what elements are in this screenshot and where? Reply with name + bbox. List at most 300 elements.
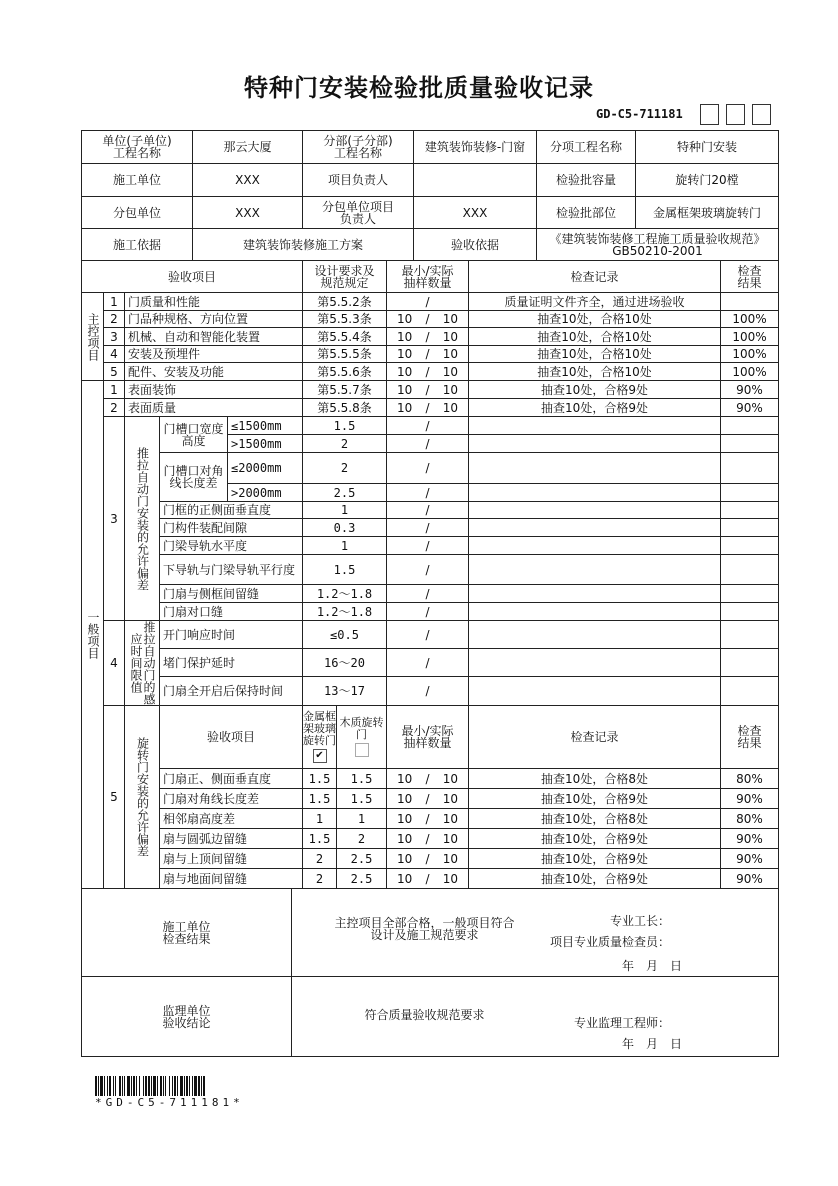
section3-sample-text: / (425, 503, 430, 517)
main-item-clause (302, 362, 387, 381)
construction-conclusion: 主控项目全部合格，一般项目符合 设计及施工规范要求 (334, 916, 515, 942)
basis-label-text: 施工依据 (112, 237, 161, 252)
section3-sample-text: / (425, 586, 430, 601)
section5-record-text: 抽查10处，合格8处 (541, 771, 648, 786)
groove-width-label-text: 门槽口宽度高度 (163, 421, 224, 448)
section3-sample[interactable] (386, 554, 469, 585)
contractor-value[interactable] (192, 163, 303, 197)
section3-condition-text: >2000mm (231, 485, 282, 500)
section4-sample[interactable] (386, 648, 469, 677)
section5-wood-value (336, 868, 387, 889)
main-item-result[interactable] (720, 327, 779, 346)
section3-value (302, 518, 387, 537)
section3-value-text: 2.5 (333, 485, 356, 500)
section5-sample[interactable] (386, 808, 469, 829)
sub-pm-value[interactable] (413, 196, 537, 229)
section3-result[interactable] (720, 554, 779, 585)
unit-label-text: 单位(子单位) 工程名称 (102, 134, 172, 160)
supervision-conclusion: 符合质量验收规范要求 (364, 1008, 485, 1022)
col-header-sample (386, 260, 469, 293)
section5-sample-actual: 10 (442, 771, 458, 786)
section5-wood-value (336, 808, 387, 829)
section5-wood-value-text: 1.5 (350, 771, 373, 786)
section3-sample[interactable] (386, 501, 469, 519)
general-item-clause-text: 第5.5.8条 (317, 400, 372, 415)
acceptance-basis-label-text: 验收依据 (450, 237, 499, 252)
acceptance-basis-value[interactable] (536, 228, 779, 261)
main-item-name (124, 310, 303, 328)
section5-record[interactable] (468, 788, 721, 809)
page-title: 特种门安装检验批质量验收记录 (244, 74, 594, 102)
basis-value[interactable] (192, 228, 414, 261)
section3-condition-text: ≤2000mm (231, 461, 282, 475)
section4-no (103, 620, 125, 706)
section3-sample-text: / (425, 538, 430, 553)
main-item-sample-min: 10 (397, 347, 413, 361)
unit-label (81, 130, 193, 164)
general-item-sample-actual: 10 (442, 400, 458, 415)
section3-condition (227, 416, 303, 435)
section5-wood-value (336, 788, 387, 809)
section3-value (302, 416, 387, 435)
main-item-sample-min: 10 (397, 312, 413, 326)
main-item-name (124, 327, 303, 346)
section5-result-text: 90% (736, 851, 763, 866)
section3-record[interactable] (468, 416, 721, 435)
section4-result[interactable] (720, 648, 779, 677)
main-item-name (124, 362, 303, 381)
main-item-name (124, 345, 303, 363)
section3-value-text: 1.5 (333, 562, 356, 577)
general-item-record[interactable] (468, 380, 721, 399)
section5-item-name-text: 扇与上顶间留缝 (163, 851, 248, 866)
capacity-label-text: 检验批容量 (555, 173, 616, 187)
section4-sample[interactable] (386, 620, 469, 649)
section5-sample[interactable] (386, 768, 469, 789)
section3-result[interactable] (720, 483, 779, 502)
main-item-record-text: 抽查10处，合格10处 (537, 364, 652, 379)
section5-metal-value (302, 848, 337, 869)
main-item-record[interactable] (468, 362, 721, 381)
main-item-record[interactable] (468, 327, 721, 346)
section5-header-item-text: 验收项目 (206, 730, 255, 744)
section3-item-name (159, 554, 303, 585)
main-item-result[interactable] (720, 362, 779, 381)
section5-result[interactable] (720, 868, 779, 889)
subitem-label-text: 分项工程名称 (549, 140, 622, 154)
section5-header-wood (336, 705, 387, 769)
location-value-text: 金属框架玻璃旋转门 (652, 205, 761, 220)
section5-label-text: 旋转门安装的允许偏差 (135, 737, 150, 857)
groove-diag-label-text: 门槽口对角线长度差 (163, 464, 224, 490)
code-box-3[interactable] (752, 104, 771, 125)
main-item-clause-text: 第5.5.6条 (317, 364, 372, 379)
section3-item-name-text: 门构件装配间隙 (163, 520, 248, 535)
section3-record[interactable] (468, 518, 721, 537)
inspector-signature-label: 项目专业质量检查员： (549, 935, 670, 949)
section3-result[interactable] (720, 602, 779, 621)
main-item-clause (302, 310, 387, 328)
section5-wood-value-text: 1 (357, 811, 366, 826)
section5-header-record-text: 检查记录 (570, 730, 619, 744)
section5-metal-value-text: 1.5 (308, 791, 331, 806)
section3-condition (227, 434, 303, 453)
section4-item-name-text: 堵门保护延时 (163, 655, 236, 670)
sub-pm-value-text: XXX (462, 205, 488, 220)
section5-sample-actual: 10 (442, 851, 458, 866)
section5-metal-value (302, 768, 337, 789)
main-item-name-text: 配件、安装及功能 (128, 364, 225, 379)
section5-item-name-text: 门扇对角线长度差 (163, 791, 260, 806)
section5-sample-sep: / (425, 771, 430, 786)
section5-result[interactable] (720, 768, 779, 789)
main-item-result[interactable] (720, 310, 779, 328)
foreman-signature-label: 专业工长： (609, 914, 670, 928)
general-group-label (81, 380, 104, 889)
main-item-record[interactable] (468, 310, 721, 328)
section3-result[interactable] (720, 416, 779, 435)
general-item-sample[interactable] (386, 380, 469, 399)
section5-record-text: 抽查10处，合格9处 (541, 791, 648, 806)
section3-record[interactable] (468, 434, 721, 453)
section3-value (302, 536, 387, 555)
section4-sample-text: / (425, 655, 430, 670)
general-item-sample[interactable] (386, 398, 469, 417)
code-box-2[interactable] (726, 104, 745, 125)
main-item-name (124, 292, 303, 311)
main-item-record[interactable] (468, 345, 721, 363)
main-item-record-text: 抽查10处，合格10处 (537, 312, 652, 326)
main-item-sample-actual: 10 (442, 312, 458, 326)
general-item-record[interactable] (468, 398, 721, 417)
section4-value-text: ≤0.5 (330, 627, 359, 642)
main-item-sample[interactable] (386, 292, 469, 311)
section5-result-text: 90% (736, 791, 763, 806)
section3-item-name (159, 518, 303, 537)
section4-label-text: 推拉自动门的感应时间限值 (129, 621, 156, 705)
section5-metal-value-text: 2 (315, 851, 324, 866)
section5-item-name-text: 扇与地面间留缝 (163, 871, 248, 886)
col-header-result (720, 260, 779, 293)
capacity-value-text: 旋转门20樘 (675, 173, 739, 187)
main-item-no-text: 5 (110, 364, 118, 379)
general-item-record-text: 抽查10处，合格9处 (541, 382, 648, 397)
section5-record[interactable] (468, 808, 721, 829)
general-item-result[interactable] (720, 398, 779, 417)
section5-item-name-text: 相邻扇高度差 (163, 811, 236, 826)
pm-value[interactable] (413, 163, 537, 197)
section5-sample-actual: 10 (442, 871, 458, 886)
code-box-1[interactable] (700, 104, 719, 125)
section4-sample[interactable] (386, 676, 469, 706)
section5-item-name (159, 868, 303, 889)
main-item-result[interactable] (720, 292, 779, 311)
section5-header-record (468, 705, 721, 769)
supervision-date: 年 月 日 (621, 1037, 682, 1051)
main-item-result[interactable] (720, 345, 779, 363)
section3-value-text: 1.5 (333, 418, 356, 433)
section5-result[interactable] (720, 788, 779, 809)
section4-record[interactable] (468, 620, 721, 649)
main-item-record-text: 抽查10处，合格10处 (537, 329, 652, 344)
section3-item-name-text: 门扇与侧框间留缝 (163, 586, 260, 601)
subcontractor-value[interactable] (192, 196, 303, 229)
section5-header-sample-text: 最小/实际 抽样数量 (401, 724, 454, 750)
section5-metal-value (302, 828, 337, 849)
barcode-text: *GD-C5-711181* (95, 1096, 244, 1109)
section3-result[interactable] (720, 501, 779, 519)
capacity-value[interactable] (635, 163, 779, 197)
section5-result[interactable] (720, 808, 779, 829)
section3-sample-text: / (425, 520, 430, 535)
supervision-check-label (81, 976, 292, 1057)
main-item-sample-actual: 10 (442, 329, 458, 344)
section3-result[interactable] (720, 452, 779, 484)
section3-no-text: 3 (110, 511, 118, 526)
section3-value-text: 0.3 (333, 520, 356, 535)
main-item-clause (302, 345, 387, 363)
section5-wood-value-text: 2 (357, 831, 366, 846)
col-header-result-text: 检查 结果 (737, 263, 762, 290)
general-item-no-text: 2 (110, 400, 118, 415)
division-value[interactable] (413, 130, 537, 164)
section5-header-metal (302, 705, 337, 769)
section5-sample-min: 10 (397, 791, 413, 806)
pm-label-text: 项目负责人 (327, 173, 388, 187)
section3-sample[interactable] (386, 483, 469, 502)
section3-value (302, 483, 387, 502)
general-item-name (124, 380, 303, 399)
main-item-sample[interactable] (386, 310, 469, 328)
section3-result[interactable] (720, 518, 779, 537)
general-item-no-text: 1 (110, 382, 118, 397)
section4-record[interactable] (468, 648, 721, 677)
section3-value-text: 1 (340, 538, 349, 553)
main-item-name-text: 门品种规格、方向位置 (128, 312, 249, 326)
section5-metal-value-text: 1 (315, 811, 324, 826)
general-item-clause (302, 380, 387, 399)
sub-pm-label (302, 196, 414, 229)
section5-item-name-text: 门扇正、侧面垂直度 (163, 771, 272, 786)
section4-result[interactable] (720, 620, 779, 649)
section3-label-text: 推拉自动门安装的允许偏差 (135, 446, 150, 591)
main-item-sample[interactable] (386, 345, 469, 363)
section5-header-wood-text: 木质旋转门 (339, 716, 384, 741)
general-item-sample-min: 10 (397, 400, 413, 415)
section3-sample[interactable] (386, 584, 469, 603)
unit-value[interactable] (192, 130, 303, 164)
general-item-no (103, 380, 125, 399)
section5-record-text: 抽查10处，合格9处 (541, 851, 648, 866)
main-item-clause-text: 第5.5.4条 (317, 329, 372, 344)
main-item-sample[interactable] (386, 362, 469, 381)
main-item-sample-sep: / (425, 329, 430, 344)
section5-record-text: 抽查10处，合格9处 (541, 831, 648, 846)
main-item-clause (302, 327, 387, 346)
section3-value (302, 452, 387, 484)
section3-record[interactable] (468, 602, 721, 621)
section5-header-wood-checkbox[interactable] (355, 743, 369, 757)
section3-record[interactable] (468, 452, 721, 484)
section3-item-name-text: 下导轨与门梁导轨平行度 (163, 562, 296, 577)
section5-sample-min: 10 (397, 871, 413, 886)
section3-record[interactable] (468, 536, 721, 555)
general-item-clause-text: 第5.5.7条 (317, 382, 372, 397)
section3-condition (227, 452, 303, 484)
division-label-text: 分部(子分部) 工程名称 (323, 134, 393, 160)
section3-record[interactable] (468, 501, 721, 519)
col-header-item-text: 验收项目 (167, 269, 216, 284)
section5-sample-sep: / (425, 831, 430, 846)
basis-label (81, 228, 193, 261)
main-group-label (81, 292, 104, 381)
section5-header-result-text: 检查 结果 (737, 724, 762, 750)
section5-item-name-text: 扇与圆弧边留缝 (163, 831, 248, 846)
col-header-design-text: 设计要求及 规范规定 (314, 263, 375, 290)
section4-label (124, 620, 160, 706)
basis-value-text: 建筑装饰装修施工方案 (242, 237, 363, 252)
section4-value-text: 13～17 (324, 684, 365, 698)
supervision-engineer-label: 专业监理工程师： (573, 1016, 670, 1030)
location-value[interactable] (635, 196, 779, 229)
section3-sample[interactable] (386, 536, 469, 555)
section3-sample-text: / (425, 461, 430, 475)
section5-result-text: 80% (736, 771, 763, 786)
main-item-no-text: 1 (110, 294, 118, 309)
subcontractor-value-text: XXX (235, 205, 260, 220)
section3-value-text: 1.2～1.8 (316, 604, 373, 619)
section3-sample-text: / (425, 436, 430, 451)
main-item-result-text: 100% (732, 347, 767, 361)
section3-sample[interactable] (386, 518, 469, 537)
section3-sample[interactable] (386, 602, 469, 621)
section4-item-name (159, 676, 303, 706)
main-item-record-text: 抽查10处，合格10处 (537, 347, 652, 361)
general-item-sample-sep: / (425, 382, 430, 397)
section3-item-name (159, 602, 303, 621)
section3-value (302, 584, 387, 603)
section5-item-name (159, 768, 303, 789)
section5-result-text: 80% (736, 811, 763, 826)
section5-record[interactable] (468, 868, 721, 889)
section5-item-name (159, 808, 303, 829)
section5-sample[interactable] (386, 868, 469, 889)
supervision-check-label-text: 监理单位 验收结论 (162, 1003, 211, 1030)
section3-value (302, 501, 387, 519)
general-item-sample-actual: 10 (442, 382, 458, 397)
section3-result[interactable] (720, 584, 779, 603)
main-item-sample-sep: / (425, 312, 430, 326)
subitem-value[interactable] (635, 130, 779, 164)
location-label (536, 196, 636, 229)
section5-result[interactable] (720, 848, 779, 869)
main-item-name-text: 安装及预埋件 (128, 347, 201, 361)
section5-sample-actual: 10 (442, 811, 458, 826)
section4-value (302, 676, 387, 706)
general-item-result-text: 90% (736, 382, 763, 397)
section3-value-text: 1.2～1.8 (316, 586, 373, 601)
section4-sample-text: / (425, 684, 430, 698)
general-item-sample-min: 10 (397, 382, 413, 397)
col-header-sample-text: 最小/实际 抽样数量 (401, 263, 454, 290)
section5-no (103, 705, 125, 889)
section5-sample[interactable] (386, 788, 469, 809)
section4-value (302, 620, 387, 649)
section3-value (302, 602, 387, 621)
section5-record[interactable] (468, 848, 721, 869)
subitem-label (536, 130, 636, 164)
section5-metal-value (302, 808, 337, 829)
main-item-sample-sep: / (425, 294, 430, 309)
main-item-no (103, 310, 125, 328)
section5-header-metal-checkbox[interactable]: ✔ (313, 749, 327, 763)
section3-sample-text: / (425, 604, 430, 619)
contractor-label-text: 施工单位 (112, 173, 161, 187)
section5-record[interactable] (468, 768, 721, 789)
section3-sample[interactable] (386, 434, 469, 453)
section3-value (302, 434, 387, 453)
general-item-result-text: 90% (736, 400, 763, 415)
section3-record[interactable] (468, 483, 721, 502)
barcode-bar (205, 1076, 207, 1096)
section4-value (302, 648, 387, 677)
main-item-sample[interactable] (386, 327, 469, 346)
section5-record[interactable] (468, 828, 721, 849)
section5-sample-actual: 10 (442, 831, 458, 846)
section5-record-text: 抽查10处，合格8处 (541, 811, 648, 826)
main-item-sample-sep: / (425, 364, 430, 379)
section5-no-text: 5 (110, 790, 118, 804)
section5-sample[interactable] (386, 848, 469, 869)
section3-result[interactable] (720, 434, 779, 453)
subitem-value-text: 特种门安装 (676, 140, 737, 154)
section5-result-text: 90% (736, 871, 763, 886)
main-item-sample-min: 10 (397, 364, 413, 379)
section3-result[interactable] (720, 536, 779, 555)
main-item-result-text: 100% (732, 364, 767, 379)
section3-sample[interactable] (386, 452, 469, 484)
section3-item-name-text: 门框的正侧面垂直度 (163, 503, 272, 517)
section5-record-text: 抽查10处，合格9处 (541, 871, 648, 886)
section4-record[interactable] (468, 676, 721, 706)
main-group-label-text: 主控项目 (86, 312, 100, 361)
general-item-name-text: 表面质量 (128, 400, 177, 415)
main-item-record[interactable] (468, 292, 721, 311)
section5-sample[interactable] (386, 828, 469, 849)
section3-label (124, 416, 160, 621)
general-group-label-text: 一般项目 (86, 610, 100, 659)
unit-value-text: 那云大厦 (223, 140, 272, 154)
subcontractor-label (81, 196, 193, 229)
section4-result[interactable] (720, 676, 779, 706)
section3-record[interactable] (468, 554, 721, 585)
section3-record[interactable] (468, 584, 721, 603)
section5-result[interactable] (720, 828, 779, 849)
section3-sample[interactable] (386, 416, 469, 435)
supervision-check-box (291, 976, 779, 1057)
section3-value (302, 554, 387, 585)
section3-value-text: 2 (340, 461, 349, 475)
acceptance-basis-value-text: 《建筑装饰装修工程施工质量验收规范》 GB50210-2001 (549, 231, 766, 258)
general-item-clause (302, 398, 387, 417)
section5-sample-actual: 10 (442, 791, 458, 806)
section3-item-name (159, 584, 303, 603)
construction-date: 年 月 日 (621, 959, 682, 973)
main-item-clause-text: 第5.5.3条 (317, 312, 372, 326)
col-header-record-text: 检查记录 (570, 269, 619, 284)
location-label-text: 检验批部位 (555, 205, 616, 220)
general-item-result[interactable] (720, 380, 779, 399)
